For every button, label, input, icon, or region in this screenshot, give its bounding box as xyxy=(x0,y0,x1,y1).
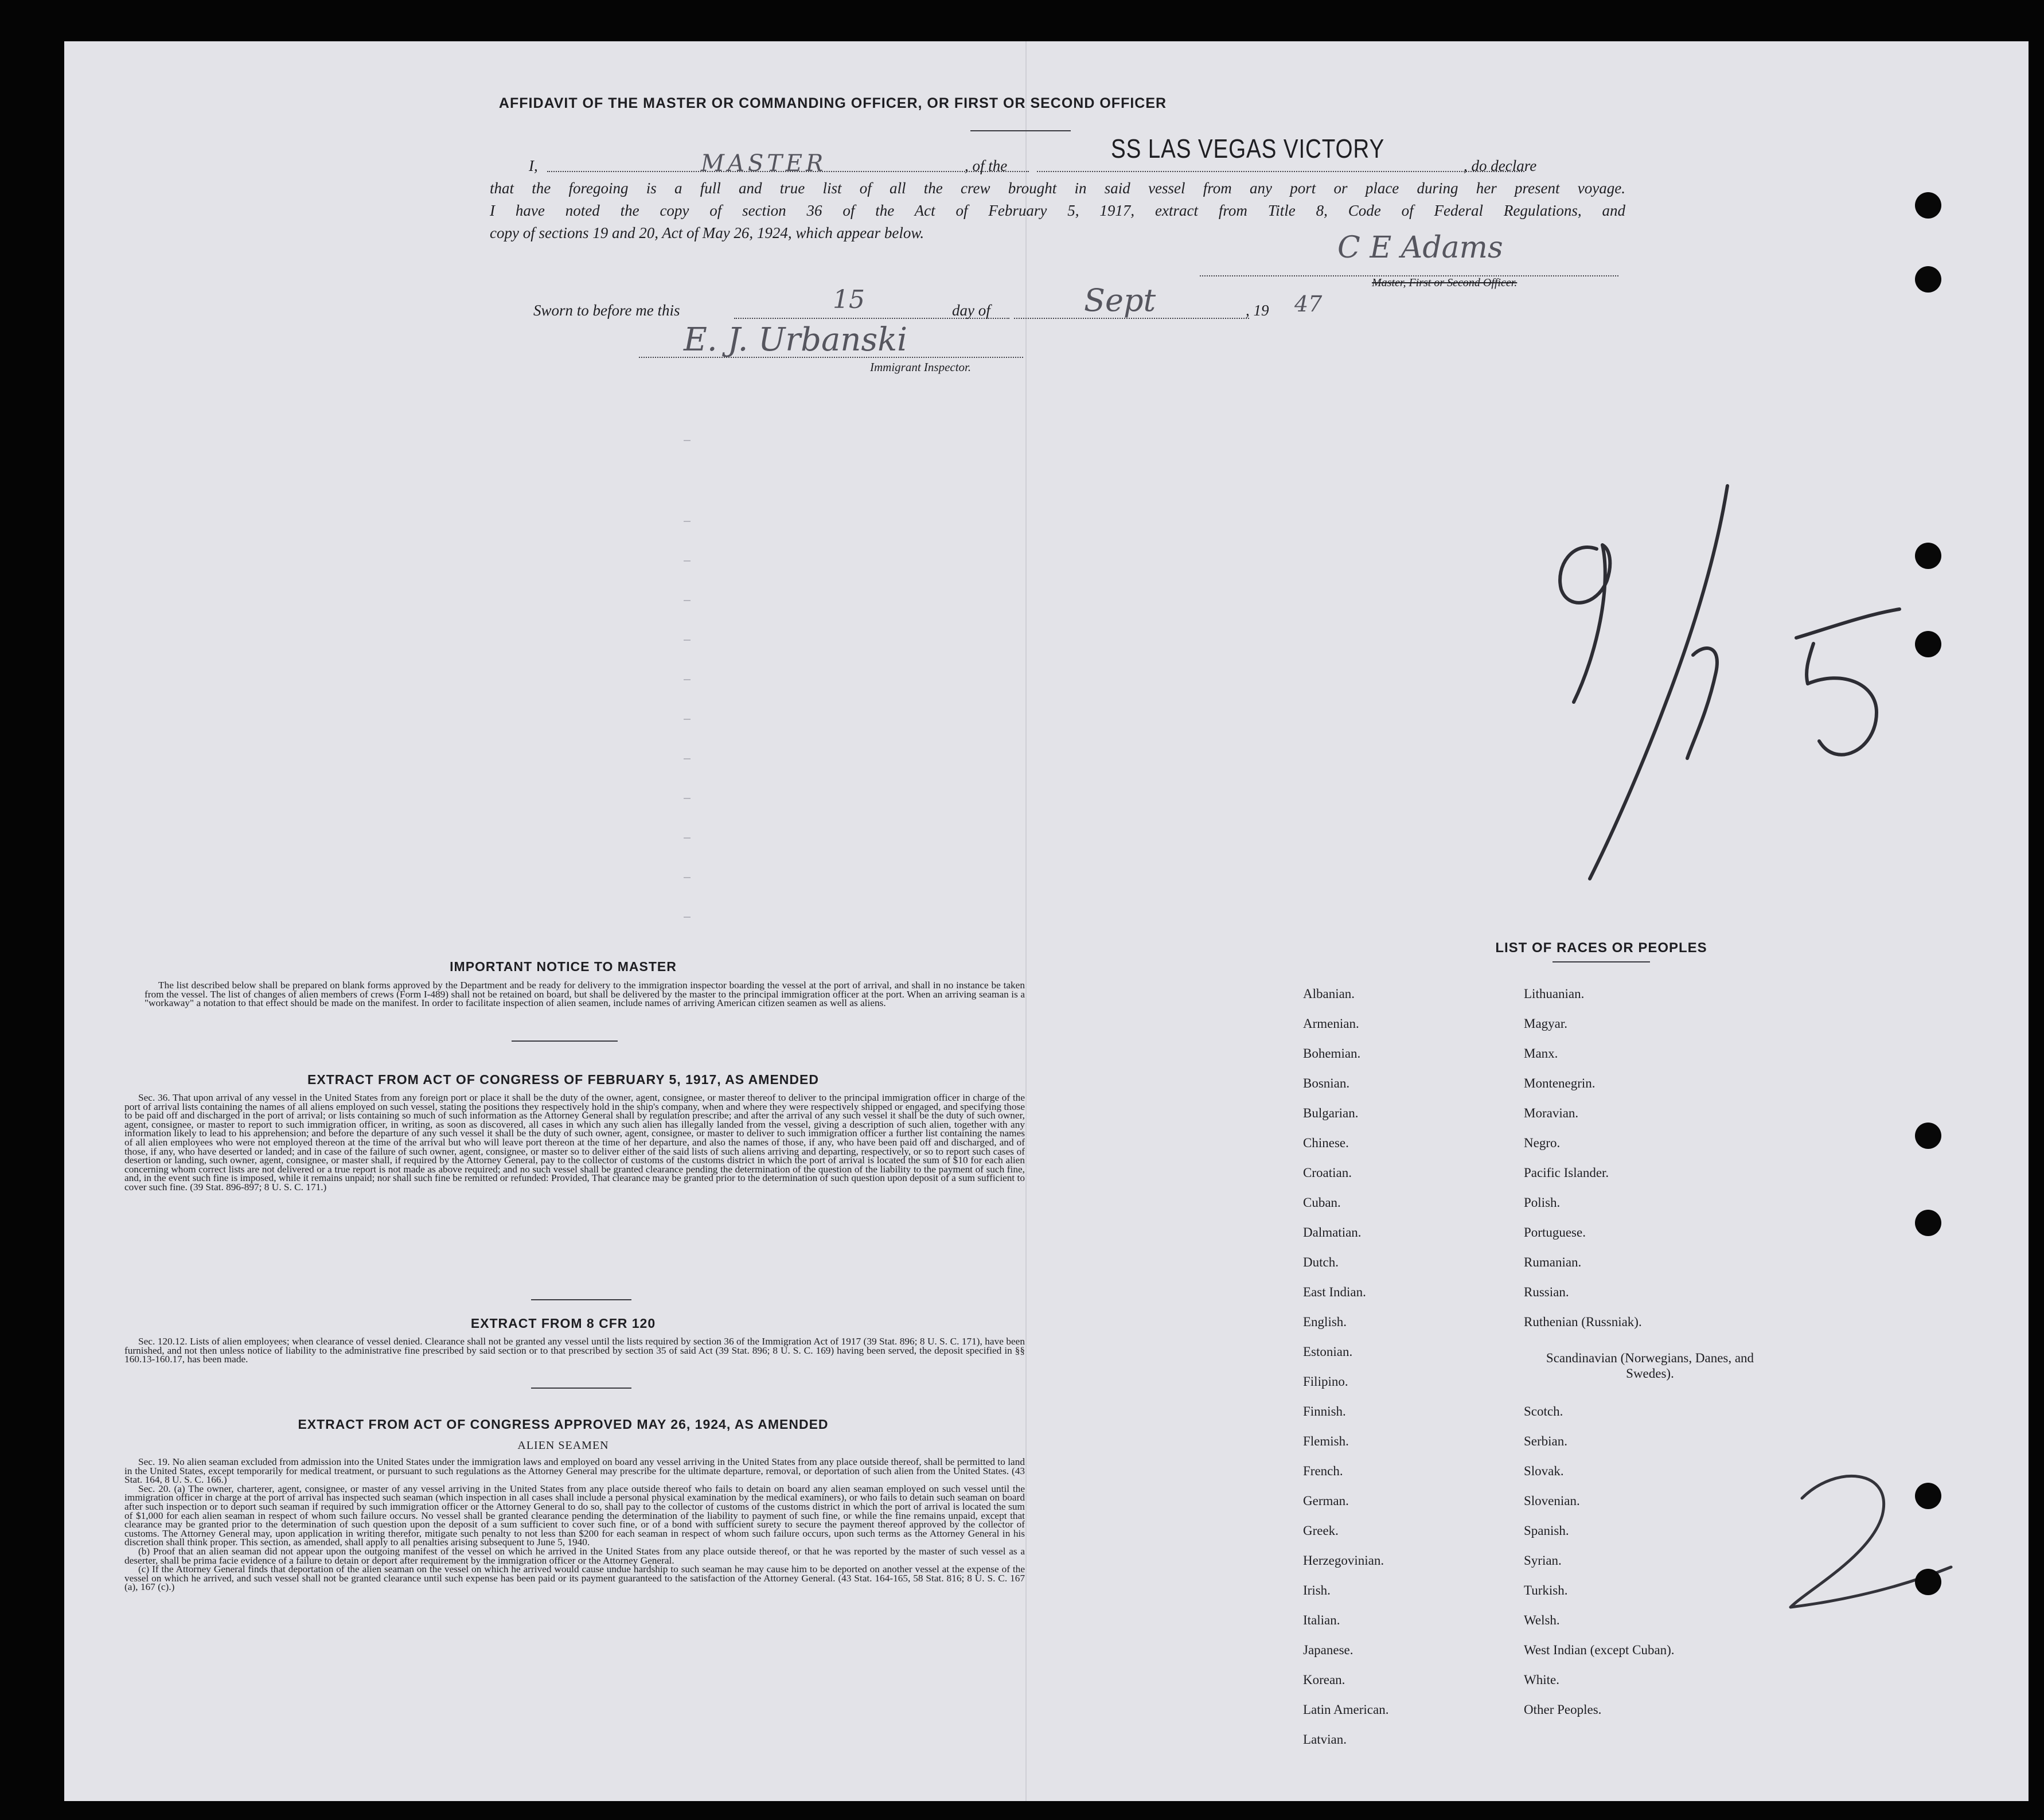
race-item: Irish. xyxy=(1303,1583,1331,1597)
master-signature: C E Adams xyxy=(1337,231,1503,265)
extract-1917-block xyxy=(124,1093,1025,1192)
handwritten-date-mark xyxy=(1475,443,1934,913)
extract-cfr-body: Sec. 120.12. Lists of alien employees; when clearance of vessel denied. Clearance shall not be granted any vessel until the lists required by section 36 of the Immigration Act of 1917 (39 Stat. 896; 8 U. S. C. 171), have been furnished, and not then unless notice of liability to the administrative fine prescribed by said section or to that prescribed by section 35 of said Act (39 Stat. 896; 8 U. S. C. 169) having been served, the deposit specified in §§ 160.13-160.17, has been made. xyxy=(124,1336,1025,1365)
race-item: Bosnian. xyxy=(1303,1076,1350,1090)
day-handwritten: 15 xyxy=(833,285,865,314)
race-item: Serbian. xyxy=(1524,1434,1568,1448)
race-item: Dutch. xyxy=(1303,1255,1339,1269)
affidavit-heading: AFFIDAVIT OF THE MASTER OR COMMANDING OFFICER, OR FIRST OR SECOND OFFICER xyxy=(498,95,1167,111)
day-of-label: day of xyxy=(952,302,990,319)
race-item: Other Peoples. xyxy=(1524,1702,1602,1717)
faint-mark xyxy=(684,440,691,441)
race-item: Cuban. xyxy=(1303,1195,1341,1210)
inspector-caption: Immigrant Inspector. xyxy=(870,360,972,374)
race-item: Albanian. xyxy=(1303,987,1355,1001)
punch-hole xyxy=(1915,192,1941,219)
race-item: Korean. xyxy=(1303,1673,1345,1687)
month-handwritten: Sept xyxy=(1084,282,1156,318)
race-item: Negro. xyxy=(1524,1136,1561,1150)
race-item: German. xyxy=(1303,1494,1349,1508)
race-item: Japanese. xyxy=(1303,1643,1353,1657)
race-item: Armenian. xyxy=(1303,1016,1359,1031)
vessel-line xyxy=(1037,171,1524,172)
affidavit-line-4: copy of sections 19 and 20, Act of May 26, 1924, which appear below. xyxy=(490,224,925,241)
punch-hole xyxy=(1915,543,1941,569)
faint-mark xyxy=(684,719,691,720)
race-item: Filipino. xyxy=(1303,1374,1348,1389)
race-item: Slovenian. xyxy=(1524,1494,1580,1508)
punch-hole xyxy=(1915,266,1941,293)
race-item: Polish. xyxy=(1524,1195,1561,1210)
race-item: French. xyxy=(1303,1464,1343,1478)
officer-caption: Master, First or Second Officer. xyxy=(1372,276,1518,289)
faint-mark xyxy=(684,600,691,601)
race-item: Manx. xyxy=(1524,1046,1558,1061)
race-item: Bulgarian. xyxy=(1303,1106,1359,1120)
year-handwritten: 47 xyxy=(1294,291,1323,317)
punch-hole xyxy=(1915,1123,1941,1149)
inspector-signature: E. J. Urbanski xyxy=(684,321,908,358)
extract-1924-block xyxy=(124,1457,1025,1592)
race-item: Italian. xyxy=(1303,1613,1340,1627)
faint-mark xyxy=(684,758,691,759)
race-item: Welsh. xyxy=(1524,1613,1560,1627)
faint-mark xyxy=(684,798,691,799)
affidavit-do-declare: , do declare xyxy=(1464,157,1537,174)
extract-1924-heading: EXTRACT FROM ACT OF CONGRESS APPROVED MAY 26, 1924, AS AMENDED xyxy=(298,1417,829,1432)
race-item: Slovak. xyxy=(1524,1464,1564,1478)
faint-mark xyxy=(684,560,691,562)
race-item: Chinese. xyxy=(1303,1136,1349,1150)
race-item: Ruthenian (Russniak). xyxy=(1524,1315,1642,1329)
race-item: Syrian. xyxy=(1524,1553,1562,1568)
race-item: Magyar. xyxy=(1524,1016,1568,1031)
extract-1924-paragraph: Sec. 20. (a) The owner, charterer, agent, consignee, or master of any vessel arriving in the United States from any place outside thereof who fails to detain on board any alien seaman employed on such vessel until the immigration officer in charge at the port of arrival has inspected such seaman (which inspection in all cases shall include a personal physical examination by the medical examiners), or who fails to detain such seaman on board after such inspection or to deport such seaman if required by such immigration officer or the Attorney General to do so, shall pay to the collector of customs of the customs district in which the port of arrival is located the sum of $1,000 for each alien seaman in respect of whom such failure occurs. No vessel shall be granted clearance pending the determination of the liability to payment of such fine, or while the fine remains unpaid, except that clearance may be granted prior to the determination of such question upon the deposit of a sum sufficient to cover such fine, or of a bond with sufficient surety to secure the payment thereof approved by the collector of customs. The Attorney General may, upon application in writing therefor, mitigate such penalty to not less than $200 for each seaman in respect of whom such failure occurs, upon such terms as the Attorney General in his discretion shall think proper. This section, as amended, shall apply to all penalties arising subsequent to June 5, 1940. xyxy=(124,1483,1025,1548)
race-item: Finnish. xyxy=(1303,1404,1346,1418)
faint-mark xyxy=(684,917,691,918)
extract-1917-heading: EXTRACT FROM ACT OF CONGRESS OF FEBRUARY 5, 1917, AS AMENDED xyxy=(307,1072,819,1087)
extract-1924-paragraph: (c) If the Attorney General finds that deportation of the alien seaman on the vessel on which he arrived would cause undue hardship to such seaman he may cause him to be deported on another vessel at the expense of the vessel on which he arrived, and such vessel shall not be granted clearance until such expense has been paid or its payment guaranteed to the satisfaction of the Attorney General. (43 Stat. 164-165, 58 Stat. 816; 8 U. S. C. 167 (a), 167 (c).) xyxy=(124,1564,1025,1593)
extract-1924-paragraph: Sec. 19. No alien seaman excluded from admission into the United States under the immigration laws and employed on board any vessel arriving in the United States from any place outside thereof, shall be permitted to land in the United States, except temporarily for medical treatment, or pursuant to such regulations as the Attorney General may prescribe for the ultimate departure, removal, or deportation of such alien from the United States. (43 Stat. 164, 8 U. S. C. 166.) xyxy=(124,1456,1025,1486)
race-item: Latin American. xyxy=(1303,1702,1389,1717)
fold-crease xyxy=(1025,41,1027,1801)
race-item: Greek. xyxy=(1303,1523,1339,1538)
heading-divider xyxy=(970,130,1071,131)
race-item: Moravian. xyxy=(1524,1106,1579,1120)
race-item: Latvian. xyxy=(1303,1732,1347,1747)
race-item: Pacific Islander. xyxy=(1524,1166,1609,1180)
affidavit-line-3: I have noted the copy of section 36 of the Act of February 5, 1917, extract from Title 8, Code of Federal Regulations, and xyxy=(490,202,1625,219)
race-item: Montenegrin. xyxy=(1524,1076,1596,1090)
faint-mark xyxy=(684,679,691,680)
rank-handwritten: MASTER xyxy=(701,150,827,177)
faint-mark xyxy=(684,877,691,878)
race-item: Russian. xyxy=(1524,1285,1569,1299)
punch-hole xyxy=(1915,1210,1941,1236)
punch-hole xyxy=(1915,1569,1941,1595)
race-item: Scandinavian (Norwegians, Danes, and Swedes). xyxy=(1546,1351,1754,1381)
race-item: Portuguese. xyxy=(1524,1225,1586,1240)
race-item: Croatian. xyxy=(1303,1166,1352,1180)
handwritten-page-mark xyxy=(1722,1418,1963,1647)
race-item: Estonian. xyxy=(1303,1344,1353,1359)
vessel-name-stamp: SS LAS VEGAS VICTORY xyxy=(1111,134,1385,163)
races-divider xyxy=(1552,961,1650,962)
race-item: Rumanian. xyxy=(1524,1255,1582,1269)
race-item: Dalmatian. xyxy=(1303,1225,1362,1240)
race-item: Bohemian. xyxy=(1303,1046,1361,1061)
extract-cfr-block xyxy=(124,1337,1025,1364)
notice-body-block xyxy=(145,981,1025,1008)
section-divider xyxy=(531,1388,631,1389)
punch-hole xyxy=(1915,631,1941,657)
race-item: Scotch. xyxy=(1524,1404,1563,1418)
extract-cfr-heading: EXTRACT FROM 8 CFR 120 xyxy=(470,1316,656,1331)
race-item: Herzegovinian. xyxy=(1303,1553,1384,1568)
race-item: Spanish. xyxy=(1524,1523,1569,1538)
punch-hole xyxy=(1915,1483,1941,1509)
inspector-signature-line xyxy=(639,357,1023,358)
race-item: Flemish. xyxy=(1303,1434,1349,1448)
affidavit-line-2: that the foregoing is a full and true list of all the crew brought in said vessel from any port or place during her present voyage. xyxy=(490,180,1625,197)
notice-heading: IMPORTANT NOTICE TO MASTER xyxy=(450,959,677,974)
race-item: West Indian (except Cuban). xyxy=(1524,1643,1675,1657)
race-item: White. xyxy=(1524,1673,1559,1687)
race-item: East Indian. xyxy=(1303,1285,1366,1299)
notice-body: The list described below shall be prepared on blank forms approved by the Department and be ready for delivery to the immigration inspector boarding the vessel at the port of arrival, and shall in no instance be taken from the vessel. The list of changes of alien members of crews (Form I-489) shall not be retained on board, but shall be delivered by the master to the principal immigration officer at the port. When an arriving seaman is a "workaway" a notation to that effect should be made on the manifest. In order to facilitate inspection of alien seamen, include names of arriving American citizen seamen as well as aliens. xyxy=(145,980,1025,1009)
affidavit-of-the: , of the xyxy=(965,157,1008,174)
extract-1924-subheading: ALIEN SEAMEN xyxy=(517,1439,609,1452)
section-divider xyxy=(531,1299,631,1300)
document-page xyxy=(64,41,2029,1801)
faint-mark xyxy=(684,837,691,839)
race-item: English. xyxy=(1303,1315,1347,1329)
faint-mark xyxy=(684,521,691,522)
affidavit-i: I, xyxy=(529,157,538,174)
races-heading: LIST OF RACES OR PEOPLES xyxy=(1495,940,1707,956)
year-prefix: , 19 xyxy=(1246,302,1269,319)
section-divider xyxy=(512,1040,618,1042)
extract-1924-paragraph: (b) Proof that an alien seaman did not appear upon the outgoing manifest of the vessel on which he arrived in the United States from any place outside thereof, or that he was reported by the master of such vessel as a deserter, shall be prima facie evidence of a failure to detain or deport after requirement by the immigration officer or the Attorney General. xyxy=(124,1545,1025,1566)
race-item: Turkish. xyxy=(1524,1583,1568,1597)
race-item: Lithuanian. xyxy=(1524,987,1585,1001)
extract-1917-body: Sec. 36. That upon arrival of any vessel in the United States from any foreign port or place it shall be the duty of the owner, agent, consignee, or master thereof to deliver to the principal immigration officer in charge of the port of arrival lists containing the names of all aliens employed on such vessel, stating the positions they respectively hold in the ship's company, when and where they were respectively shipped or engaged, and specifying those to be paid off and discharged in the port of arrival; or lists containing so much of such information as the Attorney General shall by regulation prescribe; and after the arrival of any such vessel it shall be the duty of such owner, agent, consignee, or master to report to such immigration officer, in writing, as soon as discovered, all cases in which any such alien has illegally landed from the vessel, giving a description of such alien, together with any information likely to lead to his apprehension; and before the departure of any such vessel it shall be the duty of such owner, agent, consignee, or master to deliver to such immigration officer a further list containing the names of all alien employees who were not employed thereon at the time of the arrival but who will leave port thereon at the time of her departure, and also the names of those, if any, who have been paid off and discharged, and of those, if any, who have deserted or landed; and in case of the failure of such owner, agent, consignee, or master so to deliver either of the said lists of such aliens arriving and departing, respectively, or so to report such cases of desertion or landing, such owner, agent, consignee, or master shall, if required by the Attorney General, pay to the collector of customs of the customs district in which the port of arrival is located the sum of $10 for each alien concerning whom correct lists are not delivered or a true report is not made as above required; and no such vessel shall be granted clearance pending the determination of the question of the liability to the payment of such fine, and, in the event such fine is imposed, while it remains unpaid; nor shall such fine be remitted or refunded: Provided, That clearance may be granted prior to the determination of such question upon deposit of a sum sufficient to cover such fine. (39 Stat. 896-897; 8 U. S. C. 171.) xyxy=(124,1092,1025,1192)
sworn-prefix: Sworn to before me this xyxy=(533,302,680,319)
faint-mark xyxy=(684,640,691,641)
